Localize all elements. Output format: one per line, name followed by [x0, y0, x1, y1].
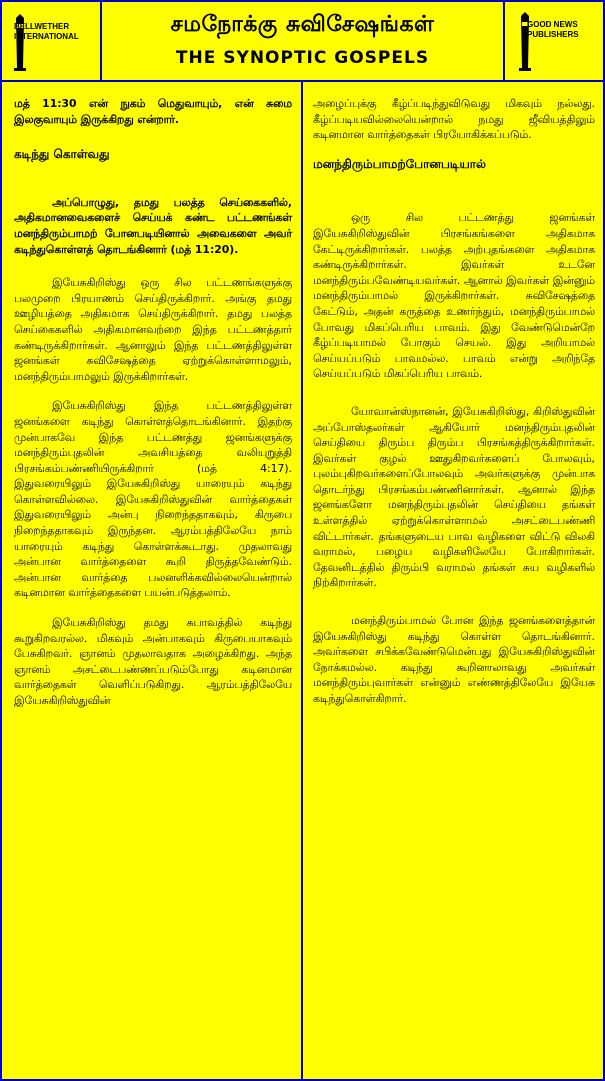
left-column — [14, 82, 292, 723]
intro-verse: மத் 11:30 என் நுகம் மெதுவாயும், என் சுமை இலகுவாயும் இருக்கிறது என்றார். — [14, 97, 292, 126]
good-news-logo — [503, 2, 603, 80]
key-verse: அப்பொழுது, தமது பலத்த செய்கைகளில், அதிகமானவைகளைச் செய்யக் கண்ட பட்டணங்கள் மனந்திரும்பாமற் போனபடியினால் அவைகளை அவர் கடிந்துகொள்ளத் தொடங்கினார் (மத் 11:20). — [14, 195, 292, 256]
paragraph: இயேசுகிறிஸ்து ஒரு சில பட்டணங்களுக்கு பலமுறை பிரயாணம் செய்திருக்கிறார். அங்கு தமது ஊழியத்தை அதிகமாக செய்திருக்கிறார். தமது பலத்த செய்கைகளில் அதிகமானவற்றை இந்த பட்டணத்தார் கண்டிருக்கிறார்கள். ஆனாலும் இந்த பட்டணத்திலுள்ள ஜனங்கள் சுவிசேஷத்தை ஏற்றுக்கொள்ளாமலும், மனந்திரும்பாமலும் இருக்கிறார்கள். — [14, 276, 292, 383]
logo-right-line-1: GOOD NEWS — [527, 20, 578, 29]
bellwether-logo — [2, 2, 102, 80]
paragraph: இயேசுகிறிஸ்து இந்த பட்டணத்திலுள்ள ஜனங்களை கடிந்து கொள்ளத்தொடங்கினார். இதற்கு முன்பாகவே இந்த பட்டணத்து ஜனங்களுக்கு மனந்திரும்புதலின் அவசியத்தை வலியுறுத்தி பிரசங்கம்பண்ணியிருக்கிறார் (மத் 4:17). இதுவரையிலும் இயேசுகிறிஸ்து யாரையும் கடிந்து கொள்ளவில்லை. இயேசுகிறிஸ்துவின் வார்த்தைகள் இதுவரையிலும் அன்பு நிறைந்ததாகவும், கிருபை நிறைந்ததாகவும் இருந்தன. ஆரம்பத்திலேயே நாம் யாரையும் கடிந்து கொள்ளக்கூடாது. முதலாவது அன்பான வார்த்தைளை கூறி திருத்தவேண்டும். அன்பான வார்த்தை பலனளிக்கவில்லையென்றால் கடினமான வார்த்தைகளை பயன்படுத்தலாம். — [14, 399, 292, 600]
right-column — [313, 82, 595, 721]
section-heading-rebuke: கடிந்து கொள்வது — [14, 147, 110, 162]
paragraph: யோவான்ஸ்நானன், இயேசுகிறிஸ்து, கிறிஸ்துவின் அப்போஸ்தலர்கள் ஆகியோர் மனந்திரும்புதலின் செய்தியை திரும்ப திரும்ப பிரசங்கத்திருக்கிறார்கள். இவர்கள் குழல் ஊதுகிறவர்களைப் போலவும், புலம்புகிறவர்களைப்போலவும் அவர்களுக்கு முன்பாக தொடர்ந்து பிரசங்கம்பண்ணினார்கள். ஆனால் இந்த ஜனங்களோ மனந்திரும்புதலின் செய்தியை தங்கள் உள்ளத்தில் ஏற்றுக்கொள்ளாமல் அசட்டைபண்ணி விட்டார்கள். தங்களுடைய பாவ வழிகளை விட்டு விலகி வராமல், பழைய வழிகளிலேயே போகிறார்கள். தேவனிடத்தில் திரும்பி வராமல் தங்கள் சுய வழிகளில் நிற்கிறார்கள். — [313, 404, 595, 590]
paragraph: ஒரு சில பட்டணத்து ஜனங்கள் இயேசுகிறிஸ்துவின் பிரசங்கங்களை அதிகமாக கேட்டிருக்கிறார்கள். பலத்த அற்புதங்களை அதிகமாக கண்டிருக்கிறார்கள். இவர்கள் உடனே மனந்திரும்பவேண்டியவர்கள். ஆனால் இவர்கள் இன்னும் மனந்திரும்பாமல் இருக்கிறார்கள். சுவிசேஷத்தை கேட்டும், அதன் கருத்தை உணர்ந்தும், மனந்திரும்பாமல் போவது மிகப்பெரிய பாவம். இது வேண்டுமென்றே கீழ்ப்படியாமல் போகும் செயல். இது அறியாமல் செய்யப்படும் பாவமல்ல. பாவம் என்று அறிந்தே செய்யப்படும் மிகப்பெரிய பாவம். — [313, 211, 595, 381]
logo-right-line-2: PUBLISHERS — [527, 30, 579, 39]
page-title-tamil: சமநோக்கு சுவிசேஷங்கள் — [170, 12, 435, 37]
header — [2, 2, 603, 82]
logo-left-label — [14, 22, 79, 42]
column-divider — [301, 80, 303, 1079]
title-area — [102, 2, 503, 80]
page-title-english: THE SYNOPTIC GOSPELS — [175, 48, 430, 68]
section-heading-unrepentant: மனந்திரும்பாமற்போனபடியால் — [313, 156, 486, 171]
logo-left-line-1: BELLWETHER — [14, 22, 70, 31]
logo-right-label — [527, 20, 579, 40]
paragraph: இயேசுகிறிஸ்து தமது சுபாவத்தில் கடிந்து கூறுகிறவரல்ல. மிகவும் அன்பாகவும் கிருபையாகவும் பேசுகிறவர். ஞானம் முதலாவதாக அழைக்கிறது. அந்த ஞானம் அசட்டைபண்ணப்படும்போது கடினமான வார்த்தைகள் வெளிப்படுகிறது. ஆரம்பத்திலேயே இயேசுகிறிஸ்துவின் — [14, 616, 292, 707]
paragraph: அழைப்புக்கு கீழ்ப்படிந்துவிடுவது மிகவும் நல்லது. கீழ்ப்படியவில்லையென்றால் நமது ஜீவியத்திலும் கடினமான வார்த்தைகள் பிரயோகிக்கப்படும். — [313, 97, 595, 142]
logo-left-line-2: INTERNATIONAL — [14, 32, 79, 41]
paragraph: மனந்திரும்பாமல் போன இந்த ஜனங்களைத்தான் இயேசுகிறிஸ்து கடிந்து கொள்ள தொடங்கினார். அவர்களை சபிக்கவேண்டுமென்பது இயேசுகிறிஸ்துவின் நோக்கமல்ல. கடிந்து கூறினாலாவது அவர்கள் மனந்திரும்புவார்கள் என்னும் எண்ணத்திலேயே இயேசு கடிந்துகொள்கிறார். — [313, 614, 595, 705]
